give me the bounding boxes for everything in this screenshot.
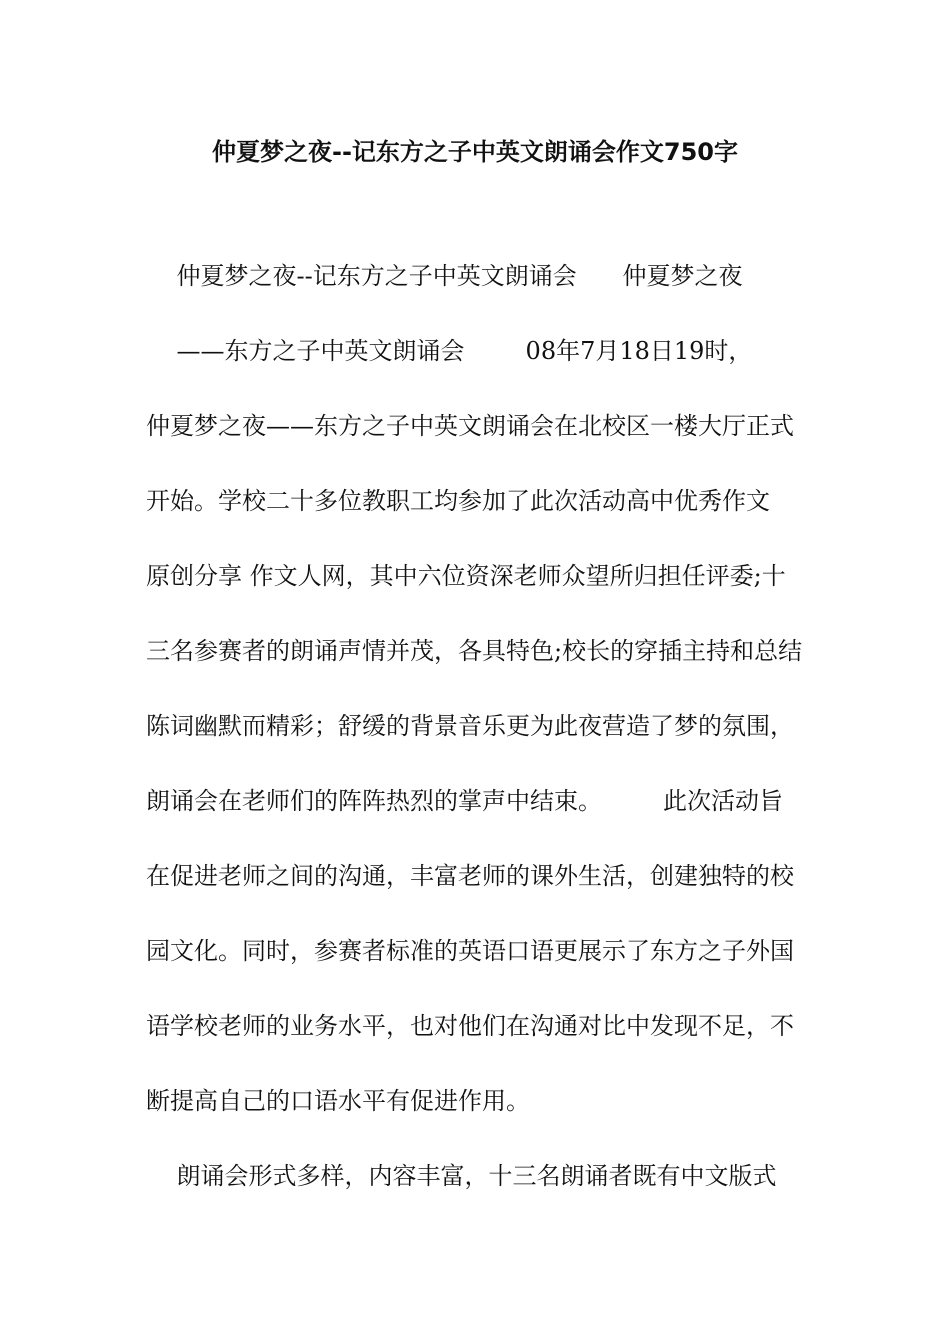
paragraph-line: 断提高自己的口语水平有促进作用。 xyxy=(146,1087,530,1115)
paragraph-line: 朗诵会在老师们的阵阵热烈的掌声中结束。 此次活动旨 xyxy=(146,787,784,815)
paragraph-line: 开始。学校二十多位教职工均参加了此次活动高中优秀作文 xyxy=(146,487,770,515)
paragraph-line: 语学校老师的业务水平，也对他们在沟通对比中发现不足，不 xyxy=(146,1012,794,1040)
paragraph-line: 仲夏梦之夜——东方之子中英文朗诵会在北校区一楼大厅正式 xyxy=(146,412,794,440)
paragraph-line: ——东方之子中英文朗诵会 08年7月18日19时， xyxy=(146,337,753,365)
paragraph-line: 原创分享 作文人网，其中六位资深老师众望所归担任评委;十 xyxy=(146,562,786,590)
paragraph-line: 仲夏梦之夜--记东方之子中英文朗诵会 仲夏梦之夜 xyxy=(146,262,743,290)
document-title: 仲夏梦之夜--记东方之子中英文朗诵会作文750字 xyxy=(211,138,739,166)
paragraph-line: 园文化。同时，参赛者标准的英语口语更展示了东方之子外国 xyxy=(146,937,794,965)
paragraph-line: 朗诵会形式多样，内容丰富，十三名朗诵者既有中文版式 xyxy=(146,1162,777,1190)
paragraph-line: 在促进老师之间的沟通，丰富老师的课外生活，创建独特的校 xyxy=(146,862,794,890)
paragraph-line: 三名参赛者的朗诵声情并茂，各具特色;校长的穿插主持和总结 xyxy=(146,637,803,665)
paragraph-line: 陈词幽默而精彩；舒缓的背景音乐更为此夜营造了梦的氛围， xyxy=(146,712,794,740)
